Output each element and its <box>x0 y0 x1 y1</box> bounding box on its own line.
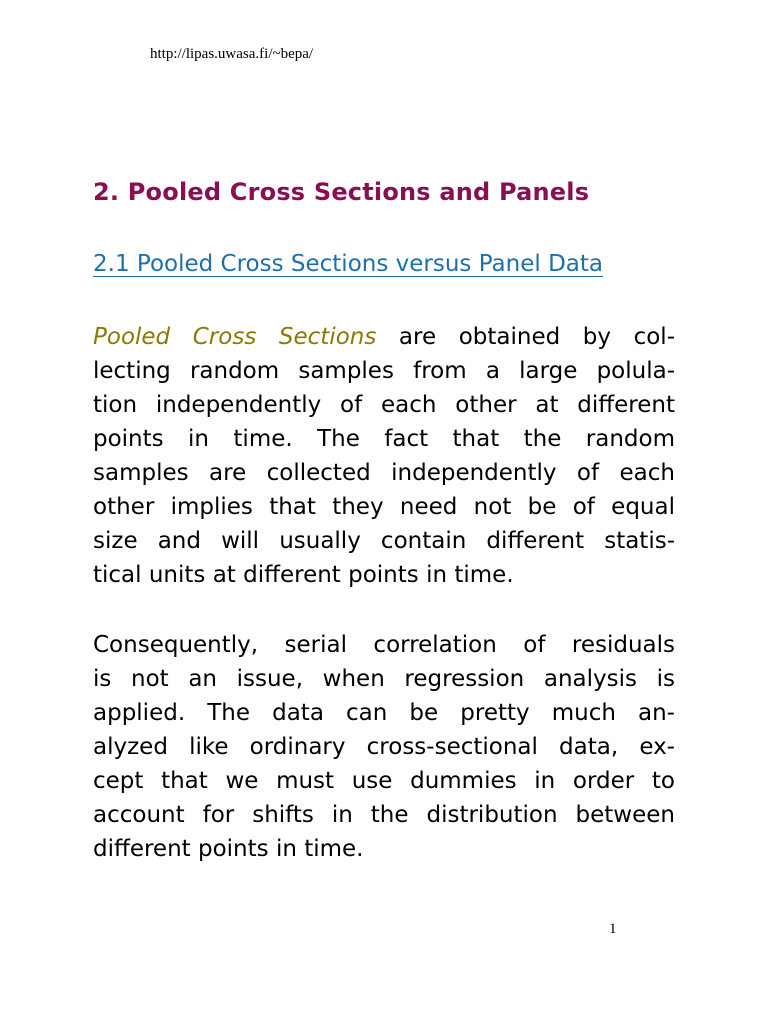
section-title: 2. Pooled Cross Sections and Panels <box>93 178 590 206</box>
paragraph-line: other implies that they need not be of equal <box>93 494 675 520</box>
paragraph-line: applied. The data can be pretty much an- <box>93 700 675 726</box>
paragraph-line: tion independently of each other at different <box>93 392 675 418</box>
header-url: http://lipas.uwasa.fi/~bepa/ <box>150 46 314 62</box>
subsection-link[interactable]: 2.1 Pooled Cross Sections versus Panel Data <box>93 251 603 277</box>
highlighted-term: Pooled Cross Sections <box>93 324 377 350</box>
paragraph-line: account for shifts in the distribution between <box>93 802 675 828</box>
paragraph-line: Consequently, serial correlation of residuals <box>93 632 675 658</box>
paragraph-line: is not an issue, when regression analysis is <box>93 666 675 692</box>
paragraph-pooled-cross-sections <box>93 320 675 592</box>
paragraph-line: different points in time. <box>93 836 364 862</box>
paragraph-line: samples are collected independently of each <box>93 460 675 486</box>
paragraph-line: tical units at different points in time. <box>93 562 514 588</box>
paragraph-line: points in time. The fact that the random <box>93 426 675 452</box>
paragraph-line: alyzed like ordinary cross-sectional data, ex- <box>93 734 675 760</box>
paragraph-line: lecting random samples from a large polula- <box>93 358 675 384</box>
paragraph-line: cept that we must use dummies in order to <box>93 768 675 794</box>
paragraph-line: size and will usually contain different statis- <box>93 528 675 554</box>
page-number: 1 <box>609 921 617 937</box>
paragraph-line-text: are obtained by col- <box>376 324 676 350</box>
paragraph-line <box>93 320 675 354</box>
paragraph-consequently <box>93 628 675 866</box>
